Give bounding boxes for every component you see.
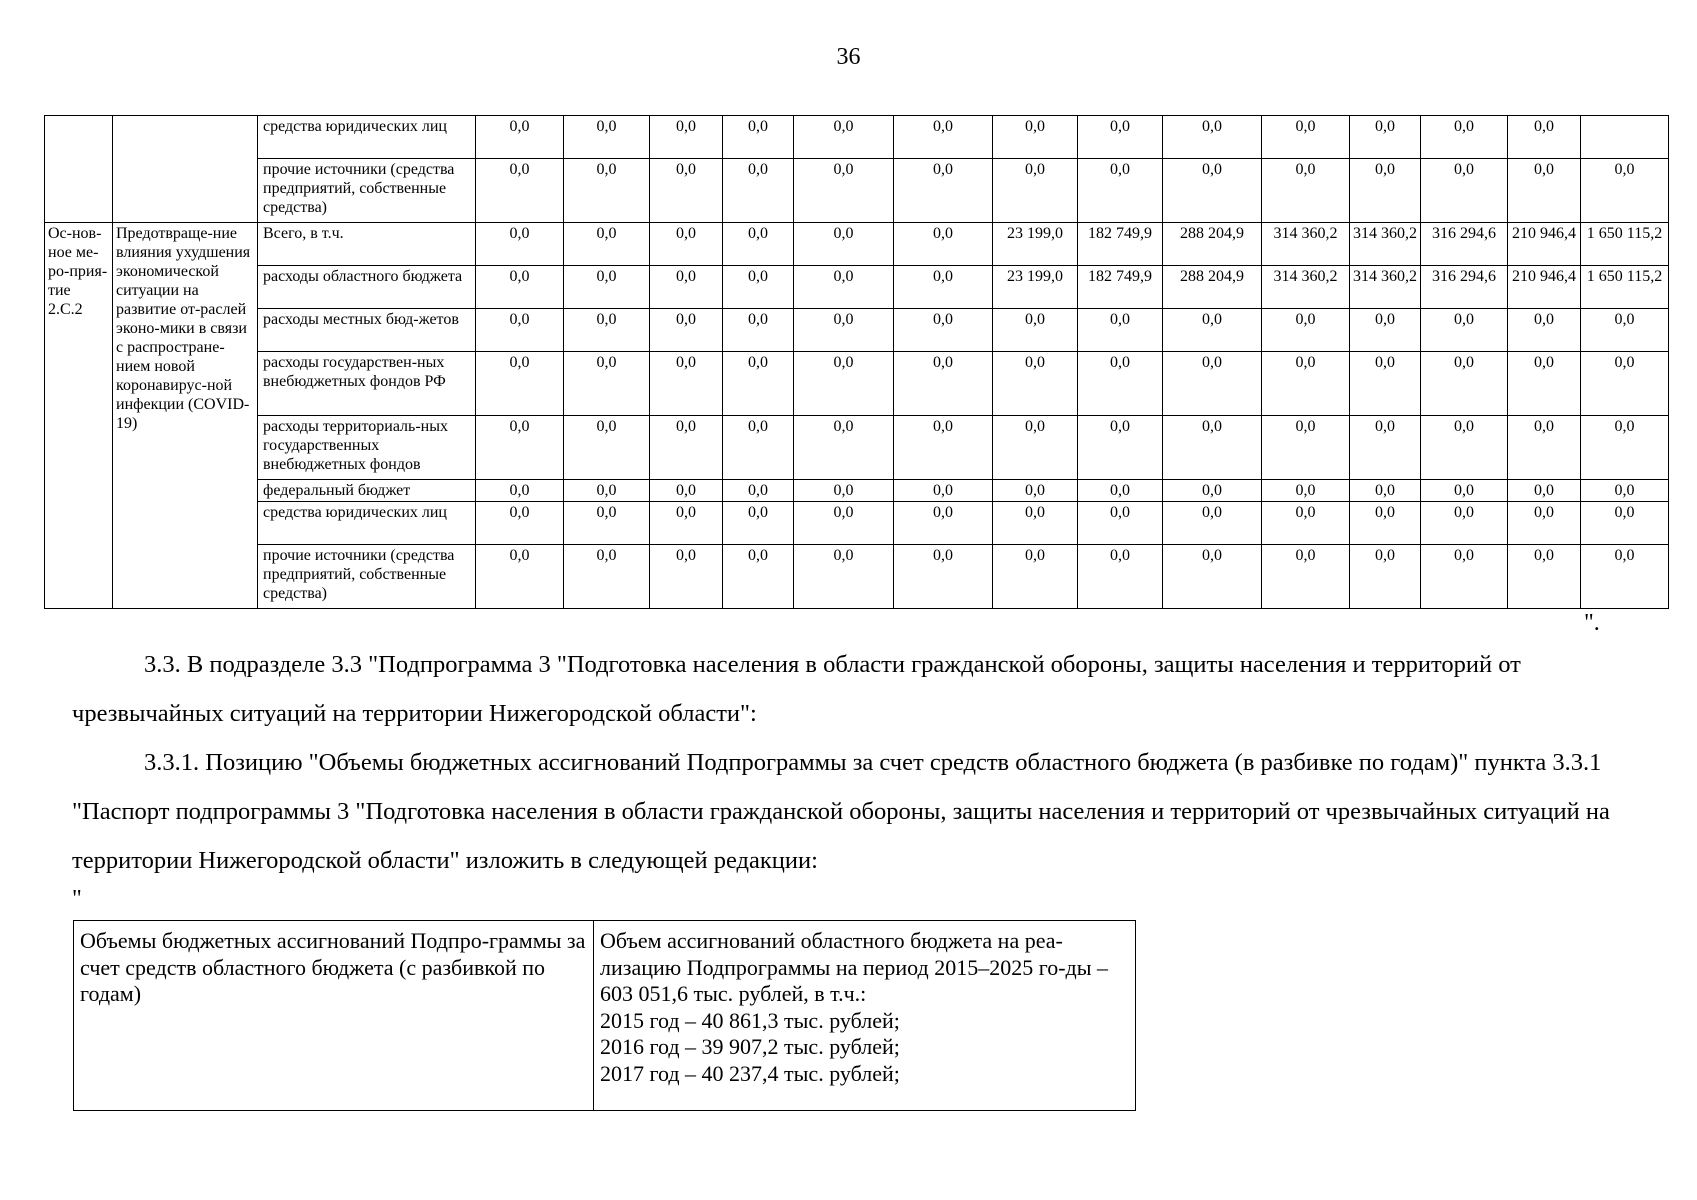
value-cell: 0,0 bbox=[1508, 545, 1581, 609]
value-cell: 0,0 bbox=[476, 352, 564, 416]
value-cell: 0,0 bbox=[1508, 416, 1581, 480]
value-cell: 0,0 bbox=[1078, 352, 1163, 416]
value-cell: 210 946,4 bbox=[1508, 266, 1581, 309]
table-row bbox=[45, 159, 1669, 223]
value-cell: 0,0 bbox=[650, 159, 723, 223]
value-cell: 0,0 bbox=[894, 309, 993, 352]
value-cell: 0,0 bbox=[564, 502, 650, 545]
value-cell: 0,0 bbox=[993, 480, 1078, 502]
value-cell: 0,0 bbox=[993, 159, 1078, 223]
passport-year-line: 2017 год – 40 237,4 тыс. рублей; bbox=[600, 1060, 900, 1086]
value-cell: 0,0 bbox=[1508, 159, 1581, 223]
value-cell: 0,0 bbox=[650, 545, 723, 609]
value-cell: 0,0 bbox=[650, 416, 723, 480]
value-cell: 0,0 bbox=[1350, 416, 1421, 480]
value-cell: 0,0 bbox=[1421, 309, 1508, 352]
value-cell: 0,0 bbox=[1078, 116, 1163, 159]
value-cell: 0,0 bbox=[894, 502, 993, 545]
passport-row bbox=[74, 921, 1136, 1111]
value-cell: 0,0 bbox=[564, 545, 650, 609]
value-cell: 314 360,2 bbox=[1262, 266, 1350, 309]
value-cell: 0,0 bbox=[794, 416, 894, 480]
value-cell: 0,0 bbox=[650, 480, 723, 502]
value-cell: 0,0 bbox=[1078, 309, 1163, 352]
passport-intro: Объем ассигнований областного бюджета на реа-лизацию Подпрограммы на период 2015–2025 го-ды – 603 051,6 тыс. рублей, в т.ч.: bbox=[600, 928, 1109, 1006]
value-cell: 0,0 bbox=[650, 309, 723, 352]
value-cell: 0,0 bbox=[1421, 416, 1508, 480]
value-cell: 0,0 bbox=[476, 502, 564, 545]
value-cell: 314 360,2 bbox=[1262, 223, 1350, 266]
value-cell: 0,0 bbox=[993, 116, 1078, 159]
page-number: 36 bbox=[836, 44, 861, 70]
paragraph-3-3: 3.3. В подразделе 3.3 "Подпрограмма 3 "Подготовка населения в области гражданской обороны, защиты населения и территорий от чрезвычайных ситуаций на территории Нижегородской области": bbox=[72, 651, 1521, 727]
value-cell: 0,0 bbox=[894, 352, 993, 416]
value-cell: 0,0 bbox=[794, 266, 894, 309]
value-cell: 0,0 bbox=[1421, 502, 1508, 545]
value-cell: 0,0 bbox=[1581, 480, 1669, 502]
value-cell: 314 360,2 bbox=[1350, 266, 1421, 309]
value-cell: 0,0 bbox=[476, 416, 564, 480]
value-cell: 0,0 bbox=[794, 223, 894, 266]
value-cell: 0,0 bbox=[1262, 545, 1350, 609]
value-cell: 0,0 bbox=[1508, 480, 1581, 502]
value-cell: 0,0 bbox=[1350, 309, 1421, 352]
value-cell: 23 199,0 bbox=[993, 266, 1078, 309]
value-cell: 0,0 bbox=[1163, 502, 1262, 545]
value-cell: 0,0 bbox=[1508, 116, 1581, 159]
value-cell: 0,0 bbox=[1350, 480, 1421, 502]
value-cell: 0,0 bbox=[564, 266, 650, 309]
value-cell: 0,0 bbox=[1421, 159, 1508, 223]
measure-code-cell: Ос-нов-ное ме-ро-прия-тие 2.С.2 bbox=[45, 223, 113, 609]
value-cell: 0,0 bbox=[1421, 352, 1508, 416]
table-row bbox=[45, 480, 1669, 502]
value-cell: 0,0 bbox=[1421, 480, 1508, 502]
table-row bbox=[45, 116, 1669, 159]
row-label: федеральный бюджет bbox=[258, 480, 476, 502]
row-label: прочие источники (средства предприятий, собственные средства) bbox=[258, 545, 476, 609]
value-cell: 0,0 bbox=[794, 480, 894, 502]
value-cell: 0,0 bbox=[1421, 545, 1508, 609]
value-cell: 0,0 bbox=[794, 309, 894, 352]
value-cell: 0,0 bbox=[650, 223, 723, 266]
passport-left-cell: Объемы бюджетных ассигнований Подпро-граммы за счет средств областного бюджета (с разбивкой по годам) bbox=[74, 921, 594, 1111]
value-cell: 0,0 bbox=[794, 502, 894, 545]
passport-year-line: 2015 год – 40 861,3 тыс. рублей; bbox=[600, 1007, 900, 1033]
table-row bbox=[45, 416, 1669, 480]
value-cell: 0,0 bbox=[1581, 502, 1669, 545]
row-label: расходы областного бюджета bbox=[258, 266, 476, 309]
value-cell: 0,0 bbox=[894, 545, 993, 609]
value-cell: 0,0 bbox=[1163, 545, 1262, 609]
value-cell: 0,0 bbox=[564, 416, 650, 480]
value-cell: 0,0 bbox=[1581, 159, 1669, 223]
value-cell: 0,0 bbox=[894, 480, 993, 502]
value-cell: 0,0 bbox=[1350, 502, 1421, 545]
value-cell: 0,0 bbox=[1262, 480, 1350, 502]
value-cell: 0,0 bbox=[1078, 480, 1163, 502]
value-cell bbox=[1581, 116, 1669, 159]
measure-code-cell bbox=[45, 116, 113, 223]
row-label: средства юридических лиц bbox=[258, 502, 476, 545]
value-cell: 0,0 bbox=[1262, 352, 1350, 416]
value-cell: 0,0 bbox=[476, 309, 564, 352]
value-cell: 0,0 bbox=[794, 352, 894, 416]
row-label: прочие источники (средства предприятий, собственные средства) bbox=[258, 159, 476, 223]
passport-right-cell bbox=[594, 921, 1136, 1111]
value-cell: 0,0 bbox=[1350, 116, 1421, 159]
value-cell: 0,0 bbox=[1508, 309, 1581, 352]
value-cell: 288 204,9 bbox=[1163, 266, 1262, 309]
value-cell: 0,0 bbox=[476, 266, 564, 309]
value-cell: 0,0 bbox=[476, 545, 564, 609]
value-cell: 0,0 bbox=[794, 159, 894, 223]
value-cell: 0,0 bbox=[723, 502, 794, 545]
value-cell: 0,0 bbox=[993, 416, 1078, 480]
value-cell: 1 650 115,2 bbox=[1581, 266, 1669, 309]
table-row bbox=[45, 352, 1669, 416]
value-cell: 0,0 bbox=[650, 266, 723, 309]
measure-name-cell: Предотвраще-ние влияния ухудшения экономической ситуации на развитие от-раслей эконо-мики в связи с распростране-нием новой коронавирус-ной инфекции (COVID-19) bbox=[113, 223, 258, 609]
value-cell: 0,0 bbox=[723, 545, 794, 609]
value-cell: 0,0 bbox=[894, 416, 993, 480]
table-row bbox=[45, 502, 1669, 545]
value-cell: 0,0 bbox=[723, 116, 794, 159]
value-cell: 0,0 bbox=[650, 352, 723, 416]
value-cell: 0,0 bbox=[1421, 116, 1508, 159]
table-row bbox=[45, 309, 1669, 352]
value-cell: 0,0 bbox=[993, 309, 1078, 352]
budget-table bbox=[44, 115, 1669, 609]
value-cell: 314 360,2 bbox=[1350, 223, 1421, 266]
value-cell: 210 946,4 bbox=[1508, 223, 1581, 266]
value-cell: 0,0 bbox=[794, 545, 894, 609]
row-label: расходы местных бюд-жетов bbox=[258, 309, 476, 352]
passport-year-line: 2016 год – 39 907,2 тыс. рублей; bbox=[600, 1034, 900, 1059]
value-cell: 0,0 bbox=[564, 480, 650, 502]
table-row bbox=[45, 223, 1669, 266]
table-row bbox=[45, 266, 1669, 309]
value-cell: 0,0 bbox=[1163, 309, 1262, 352]
value-cell: 0,0 bbox=[1262, 502, 1350, 545]
value-cell: 0,0 bbox=[1508, 352, 1581, 416]
value-cell: 0,0 bbox=[564, 116, 650, 159]
value-cell: 0,0 bbox=[894, 266, 993, 309]
row-label: расходы государствен-ных внебюджетных фондов РФ bbox=[258, 352, 476, 416]
measure-name-cell bbox=[113, 116, 258, 223]
value-cell: 0,0 bbox=[1163, 416, 1262, 480]
value-cell: 316 294,6 bbox=[1421, 266, 1508, 309]
value-cell: 0,0 bbox=[1581, 352, 1669, 416]
value-cell: 0,0 bbox=[564, 352, 650, 416]
value-cell: 0,0 bbox=[894, 116, 993, 159]
value-cell: 0,0 bbox=[1508, 502, 1581, 545]
paragraph-3-3-1: 3.3.1. Позицию "Объемы бюджетных ассигнований Подпрограммы за счет средств областного бюджета (в разбивке по годам)" пункта 3.3.1 "Паспорт подпрограммы 3 "Подготовка населения в области гражданской обороны, защиты населения и территорий от чрезвычайных ситуаций на территории Нижегородской области" изложить в следующей редакции: bbox=[72, 749, 1610, 874]
value-cell: 0,0 bbox=[1163, 116, 1262, 159]
value-cell: 0,0 bbox=[1078, 159, 1163, 223]
value-cell: 0,0 bbox=[993, 502, 1078, 545]
value-cell: 0,0 bbox=[1581, 309, 1669, 352]
value-cell: 1 650 115,2 bbox=[1581, 223, 1669, 266]
value-cell: 0,0 bbox=[1078, 502, 1163, 545]
value-cell: 0,0 bbox=[894, 159, 993, 223]
value-cell: 0,0 bbox=[1163, 159, 1262, 223]
value-cell: 0,0 bbox=[1350, 159, 1421, 223]
value-cell: 0,0 bbox=[723, 159, 794, 223]
opening-quote: " bbox=[72, 886, 82, 912]
value-cell: 0,0 bbox=[1262, 116, 1350, 159]
value-cell: 0,0 bbox=[564, 309, 650, 352]
closing-quote: ". bbox=[1584, 610, 1600, 636]
value-cell: 288 204,9 bbox=[1163, 223, 1262, 266]
value-cell: 0,0 bbox=[476, 480, 564, 502]
value-cell: 0,0 bbox=[723, 352, 794, 416]
value-cell: 0,0 bbox=[650, 116, 723, 159]
value-cell: 0,0 bbox=[723, 309, 794, 352]
row-label: средства юридических лиц bbox=[258, 116, 476, 159]
value-cell: 0,0 bbox=[650, 502, 723, 545]
value-cell: 0,0 bbox=[993, 352, 1078, 416]
value-cell: 182 749,9 bbox=[1078, 223, 1163, 266]
row-label: расходы территориаль-ных государственных внебюджетных фондов bbox=[258, 416, 476, 480]
table-row bbox=[45, 545, 1669, 609]
row-label: Всего, в т.ч. bbox=[258, 223, 476, 266]
value-cell: 0,0 bbox=[1163, 480, 1262, 502]
value-cell: 0,0 bbox=[993, 545, 1078, 609]
value-cell: 0,0 bbox=[894, 223, 993, 266]
value-cell: 0,0 bbox=[564, 159, 650, 223]
value-cell: 0,0 bbox=[1581, 545, 1669, 609]
value-cell: 0,0 bbox=[1078, 416, 1163, 480]
value-cell: 0,0 bbox=[564, 223, 650, 266]
value-cell: 0,0 bbox=[1078, 545, 1163, 609]
passport-table bbox=[73, 920, 1136, 1111]
value-cell: 0,0 bbox=[1350, 352, 1421, 416]
value-cell: 0,0 bbox=[476, 116, 564, 159]
value-cell: 316 294,6 bbox=[1421, 223, 1508, 266]
value-cell: 0,0 bbox=[723, 416, 794, 480]
value-cell: 0,0 bbox=[1350, 545, 1421, 609]
value-cell: 182 749,9 bbox=[1078, 266, 1163, 309]
value-cell: 0,0 bbox=[1262, 309, 1350, 352]
value-cell: 0,0 bbox=[723, 480, 794, 502]
value-cell: 0,0 bbox=[794, 116, 894, 159]
value-cell: 23 199,0 bbox=[993, 223, 1078, 266]
value-cell: 0,0 bbox=[476, 159, 564, 223]
value-cell: 0,0 bbox=[723, 223, 794, 266]
value-cell: 0,0 bbox=[723, 266, 794, 309]
value-cell: 0,0 bbox=[1262, 416, 1350, 480]
value-cell: 0,0 bbox=[1581, 416, 1669, 480]
value-cell: 0,0 bbox=[1163, 352, 1262, 416]
value-cell: 0,0 bbox=[1262, 159, 1350, 223]
value-cell: 0,0 bbox=[476, 223, 564, 266]
